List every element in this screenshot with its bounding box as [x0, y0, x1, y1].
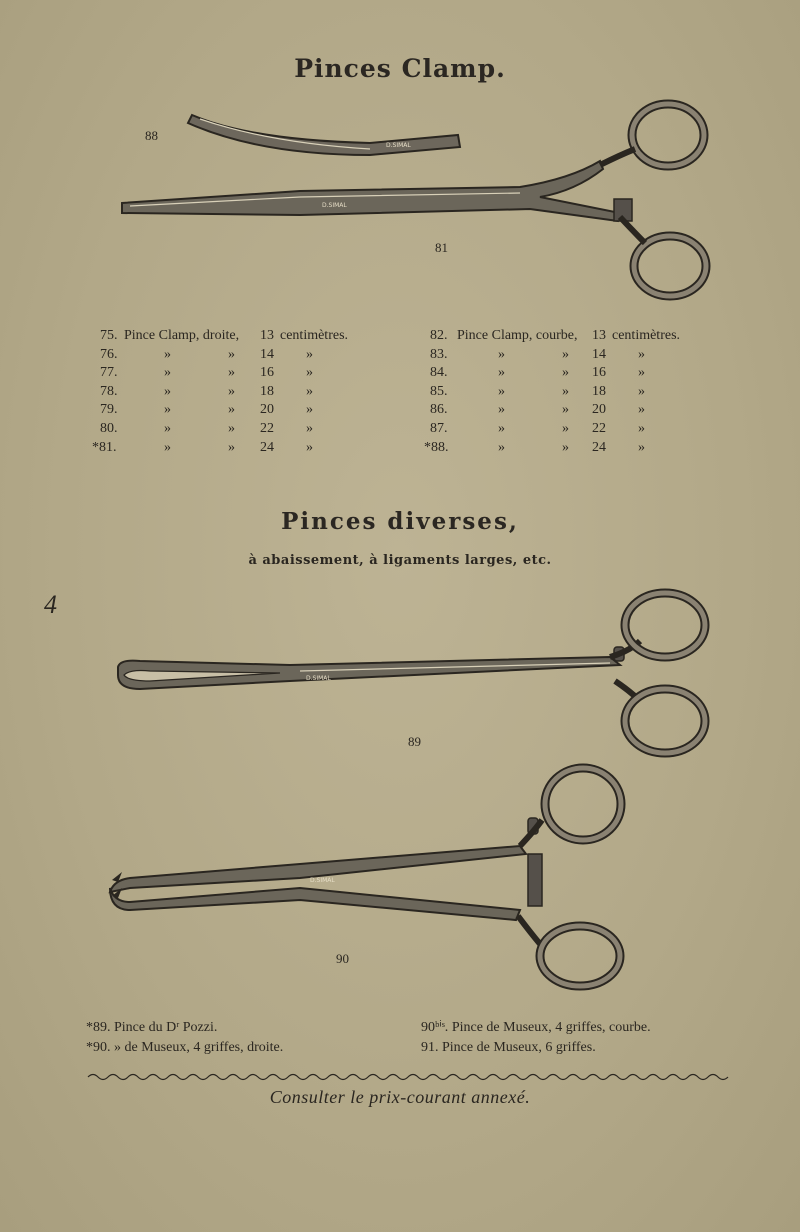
clamp-list-right: [424, 327, 770, 457]
clamp-list-left: [92, 327, 400, 457]
list-item: 75. Pince Clamp, droite, 13 centimètres.: [100, 328, 349, 343]
list-item: 91. Pince de Museux, 6 griffes.: [421, 1040, 596, 1055]
clamp-forceps-illustration: [100, 95, 720, 305]
list-item: 76. » » 14 »: [100, 346, 313, 362]
list-item: 79. » » 20 »: [100, 402, 313, 418]
figure-label-81: 81: [435, 240, 448, 255]
list-item: *90. » de Museux, 4 griffes, droite.: [86, 1040, 284, 1055]
list-item: 87. » » 22 »: [430, 420, 645, 436]
svg-text:D.SIMAL: D.SIMAL: [310, 877, 335, 884]
museux-forceps-illustration: [100, 760, 630, 1000]
section-title-diverses: Pinces diverses,: [281, 508, 519, 535]
figure-label-88: 88: [145, 128, 158, 143]
list-item: 78. » » 18 »: [100, 383, 313, 399]
svg-text:D.SIMAL: D.SIMAL: [322, 202, 347, 209]
list-item: 90ᵇⁱˢ. Pince de Museux, 4 griffes, courbe.: [421, 1020, 651, 1035]
diverses-list-left: [86, 1018, 283, 1058]
section-title-clamp: Pinces Clamp.: [294, 54, 506, 83]
list-item: 83. » » 14 »: [430, 346, 645, 362]
list-item: 84. » » 16 »: [430, 365, 645, 381]
list-item: *88. » » 24 »: [424, 439, 645, 455]
svg-text:D.SIMAL: D.SIMAL: [386, 142, 411, 149]
wavy-divider: [88, 1070, 728, 1082]
section-subtitle: à abaissement, à ligaments larges, etc.: [248, 553, 552, 568]
diverses-list-right: [421, 1018, 651, 1058]
footer-note: Consulter le prix-courant annexé.: [269, 1087, 531, 1107]
list-item: 77. » » 16 »: [100, 365, 313, 381]
list-item: 86. » » 20 »: [430, 402, 645, 418]
margin-mark: 4: [44, 590, 57, 619]
figure-label-89: 89: [408, 734, 421, 749]
list-item: 85. » » 18 »: [430, 383, 645, 399]
list-item: *89. Pince du Dʳ Pozzi.: [86, 1020, 218, 1035]
list-item: 80. » » 22 »: [100, 420, 313, 436]
list-item: 82. Pince Clamp, courbe, 13 centimètres.: [430, 328, 681, 343]
svg-text:D.SIMAL: D.SIMAL: [306, 675, 331, 682]
list-item: *81. » » 24 »: [92, 439, 313, 455]
figure-label-90: 90: [336, 951, 349, 966]
